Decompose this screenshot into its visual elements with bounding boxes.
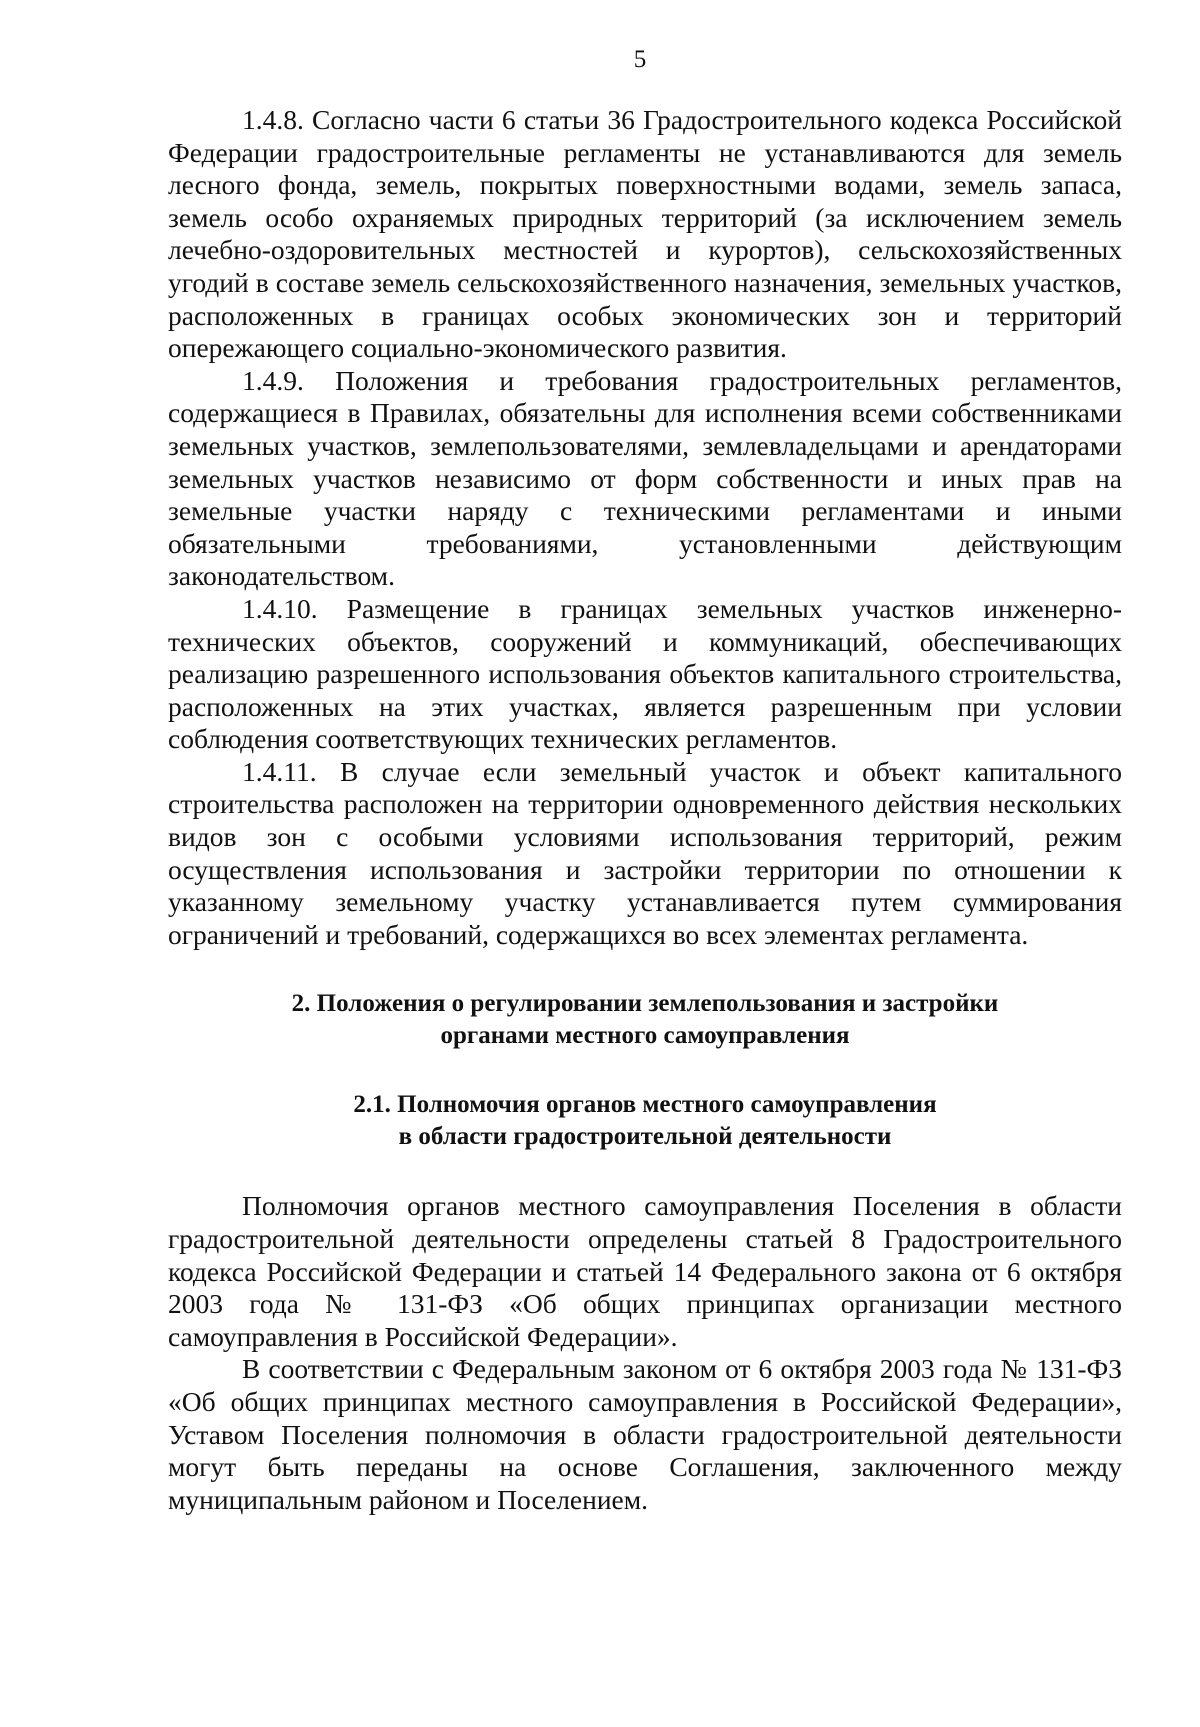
section-heading-line-2: органами местного самоуправления xyxy=(440,1022,850,1050)
paragraph-transfer: В соответствии с Федеральным законом от 6 октября 2003 года № 131-ФЗ «Об общих принципах местного самоуправления в Российской Федерации», Уставом Поселения полномочия в области градостроительной деятельности могут быть переданы на основе Соглашения, заключенного между муниципальным районом и Поселением. xyxy=(168,1353,1122,1515)
document-body xyxy=(168,104,1122,1516)
paragraph-1-4-9: 1.4.9. Положения и требования градостроительных регламентов, содержащиеся в Правилах, обязательны для исполнения всеми собственниками земельных участков, землепользователями, землевладельцами и арендаторами земельных участков независимо от форм собственности и иных прав на земельные участки наряду с техническими регламентами и иными обязательными требованиями, установленными действующим законодательством. xyxy=(168,364,1122,592)
paragraph-powers: Полномочия органов местного самоуправления Поселения в области градостроительной деятельности определены статьей 8 Градостроительного кодекса Российской Федерации и статьей 14 Федерального закона от 6 октября 2003 года № 131-ФЗ «Об общих принципах организации местного самоуправления в Российской Федерации». xyxy=(168,1190,1122,1352)
section-heading xyxy=(168,988,1122,1052)
paragraph-1-4-11: 1.4.11. В случае если земельный участок и объект капитального строительства расположен на территории одновременного действия нескольких видов зон с особыми условиями использования территорий, режим осуществления использования и застройки территории по отношении к указанному земельному участку устанавливается путем суммирования ограничений и требований, содержащихся во всех элементах регламента. xyxy=(168,755,1122,950)
page-number: 5 xyxy=(633,46,647,73)
paragraph-1-4-8: 1.4.8. Согласно части 6 статьи 36 Градостроительного кодекса Российской Федерации градостроительные регламенты не устанавливаются для земель лесного фонда, земель, покрытых поверхностными водами, земель запаса, земель особо охраняемых природных территорий (за исключением земель лечебно-оздоровительных местностей и курортов), сельскохозяйственных угодий в составе земель сельскохозяйственного назначения, земельных участков, расположенных в границах особых экономических зон и территорий опережающего социально-экономического развития. xyxy=(168,104,1122,364)
paragraph-1-4-10: 1.4.10. Размещение в границах земельных участков инженерно-технических объектов, сооружений и коммуникаций, обеспечивающих реализацию разрешенного использования объектов капитального строительства, расположенных на этих участках, является разрешенным при условии соблюдения соответствующих технических регламентов. xyxy=(168,592,1122,755)
subsection-heading-line-1: 2.1. Полномочия органов местного самоуправления xyxy=(353,1091,937,1119)
section-heading-line-1: 2. Положения о регулировании землепользования и застройки xyxy=(291,990,999,1018)
subsection-heading-line-2: в области градостроительной деятельности xyxy=(398,1123,892,1151)
subsection-heading xyxy=(168,1089,1122,1153)
